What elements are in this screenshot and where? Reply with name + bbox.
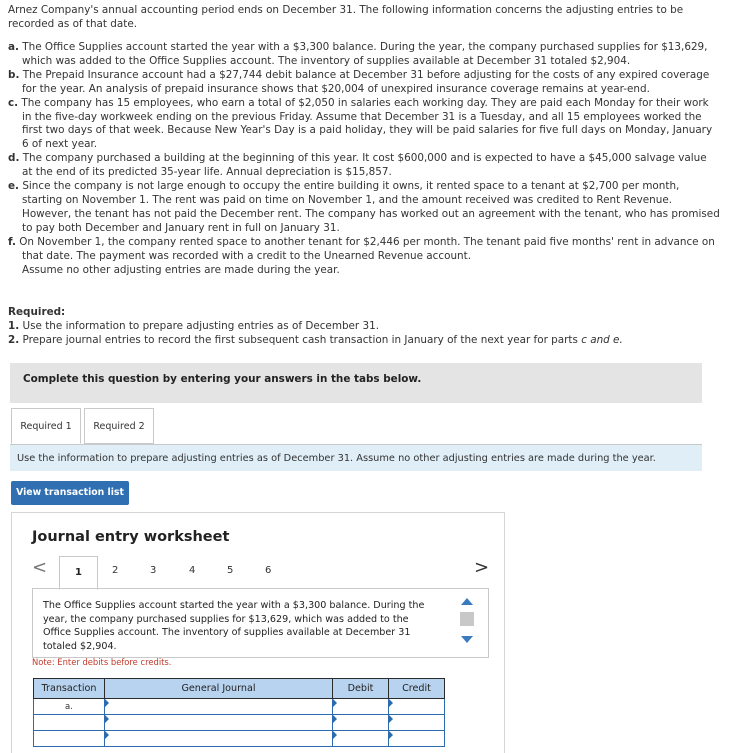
tab-required-2[interactable]: Required 2	[84, 408, 154, 444]
general-journal-select[interactable]	[105, 699, 333, 715]
credit-input[interactable]	[389, 731, 445, 747]
debit-input[interactable]	[333, 731, 389, 747]
required-2	[8, 333, 623, 347]
tab-required-1[interactable]: Required 1	[11, 408, 81, 444]
description-scrollbar[interactable]	[456, 596, 478, 650]
credit-input[interactable]	[389, 699, 445, 715]
problem-item-f	[8, 236, 720, 264]
required-heading: Required:	[8, 306, 66, 318]
worksheet-page-2[interactable]: 2	[112, 565, 119, 576]
scroll-thumb[interactable]	[460, 612, 474, 626]
tab-instruction	[10, 445, 702, 471]
general-journal-select[interactable]	[105, 715, 333, 731]
instruction-text: Use the information to prepare adjusting entries as of December 31. Assume no other adjusting entries are made during the year.	[17, 453, 656, 464]
item-text: On November 1, the company rented space to another tenant for $2,446 per month. The tenant paid five months' rent in advance on that date. The payment was recorded with a credit to the Unearned Revenue account.	[19, 235, 715, 262]
table-row	[34, 731, 445, 747]
required-2-text: Prepare journal entries to record the first subsequent cash transaction in January of the next year for parts	[22, 334, 578, 346]
required-1	[8, 319, 623, 333]
worksheet-page-6[interactable]: 6	[265, 565, 272, 576]
instructions-banner	[10, 363, 702, 403]
required-2-parts: c and e.	[581, 334, 623, 346]
required-section	[8, 305, 623, 347]
transaction-cell	[34, 715, 105, 731]
worksheet-page-1[interactable]: 1	[59, 556, 98, 590]
problem-item-a	[8, 41, 720, 69]
column-header-credit: Credit	[389, 679, 445, 699]
problem-intro: Arnez Company's annual accounting period ends on December 31. The following information concerns the adjusting entries to be recorded as of that date.	[8, 4, 684, 30]
worksheet-title: Journal entry worksheet	[32, 529, 230, 545]
item-text: Since the company is not large enough to occupy the entire building it owns, it rented space to a tenant at $2,700 per month, starting on November 1. The rent was paid on time on November 1, and the amount received was credited to Rent Revenue. However, the tenant has not paid the December rent. The company has worked out an agreement with the tenant, who has promised to pay both December and January rent in full on January 31.	[22, 180, 720, 234]
problem-item-c	[8, 97, 720, 153]
worksheet-page-5[interactable]: 5	[227, 565, 234, 576]
transaction-description: The Office Supplies account started the year with a $3,300 balance. During the year, the company purchased supplies for $13,629, which was added to the Office Supplies account. The inventory of supplies available at December 31 totaled $2,904.	[43, 600, 425, 652]
item-letter: e.	[8, 180, 19, 193]
table-row	[34, 699, 445, 715]
table-row	[34, 715, 445, 731]
entry-note: Note: Enter debits before credits.	[32, 657, 172, 667]
transaction-cell	[34, 731, 105, 747]
required-1-number: 1.	[8, 320, 20, 332]
chevron-right-icon[interactable]: >	[474, 557, 490, 578]
transaction-cell: a.	[34, 699, 105, 715]
journal-entry-worksheet	[11, 512, 505, 753]
item-letter: c.	[8, 96, 19, 109]
worksheet-page-4[interactable]: 4	[189, 565, 196, 576]
view-transaction-list-button[interactable]: View transaction list	[11, 481, 129, 505]
worksheet-page-3[interactable]: 3	[150, 565, 157, 576]
required-1-text: Use the information to prepare adjusting entries as of December 31.	[22, 320, 380, 332]
column-header-general-journal: General Journal	[105, 679, 333, 699]
debit-input[interactable]	[333, 715, 389, 731]
problem-item-b	[8, 69, 720, 97]
debit-input[interactable]	[333, 699, 389, 715]
item-letter: b.	[8, 68, 20, 81]
column-header-transaction: Transaction	[34, 679, 105, 699]
required-2-number: 2.	[8, 334, 20, 346]
item-letter: a.	[8, 41, 19, 53]
banner-text: Complete this question by entering your answers in the tabs below.	[23, 373, 422, 385]
item-text: The company has 15 employees, who earn a total of $2,050 in salaries each working day. They are paid each Monday for their work in the five-day workweek ending on the previous Friday. Assume that December 31 is a Tuesday, and all 15 employees worked the first two days of that week. Because New Year's Day is a paid holiday, they will be paid salaries for five full days on Monday, January 6 of next year.	[21, 96, 713, 151]
problem-items	[8, 41, 720, 277]
item-text: The Office Supplies account started the year with a $3,300 balance. During the year, the company purchased supplies for $13,629, which was added to the Office Supplies account. The inventory of supplies available at December 31 totaled $2,904.	[22, 41, 708, 67]
item-text: The company purchased a building at the beginning of this year. It cost $600,000 and is expected to have a $45,000 salvage value at the end of its predicted 35-year life. Annual depreciation is $15,857.	[22, 152, 707, 179]
transaction-description-box	[32, 588, 489, 658]
scroll-up-icon[interactable]	[461, 598, 473, 605]
scroll-down-icon[interactable]	[461, 636, 473, 643]
problem-item-e	[8, 180, 720, 236]
item-text: The Prepaid Insurance account had a $27,744 debit balance at December 31 before adjusting for the costs of any expired coverage for the year. An analysis of prepaid insurance shows that $20,004 of unexpired insurance coverage remains at year-end.	[22, 68, 710, 95]
chevron-left-icon[interactable]: <	[32, 557, 48, 578]
assumption-text: Assume no other adjusting entries are made during the year.	[22, 263, 340, 276]
problem-item-d	[8, 152, 720, 180]
item-letter: d.	[8, 152, 20, 165]
credit-input[interactable]	[389, 715, 445, 731]
column-header-debit: Debit	[333, 679, 389, 699]
item-letter: f.	[8, 235, 16, 248]
journal-table	[33, 678, 445, 747]
general-journal-select[interactable]	[105, 731, 333, 747]
